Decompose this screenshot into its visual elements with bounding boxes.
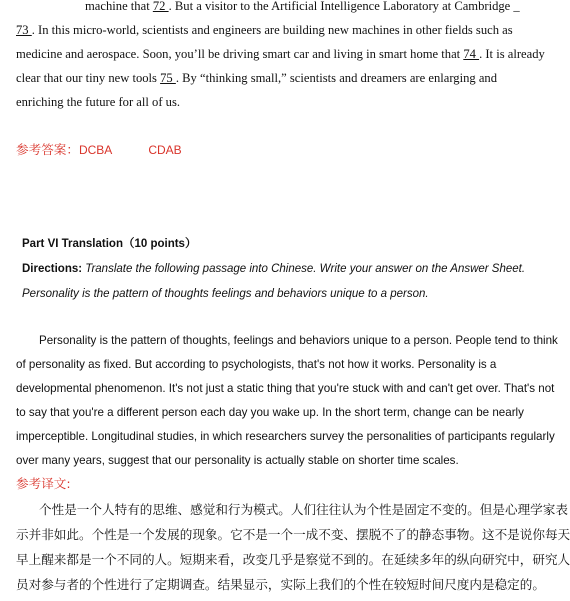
passage-en-line-5: imperceptible. Longitudinal studies, in which researchers survey the personalities of participants regularly	[16, 430, 555, 443]
answer-key-part2: CDAB	[148, 143, 182, 157]
reference-line-3: 早上醒来都是一个不同的人。短期来看，改变几乎是察觉不到的。在延续多年的纵向研究中，研究人	[16, 552, 570, 567]
passage-line-2: 73 . In this micro-world, scientists and engineers are building new machines in other fields such as	[16, 23, 513, 37]
passage-en-line-6: over many years, suggest that our personality is actually stable on shorter time scales.	[16, 454, 459, 467]
directions	[22, 261, 525, 277]
passage-en-line-4: to say that you're a different person each day you wake up. In the short term, change can be nearly	[16, 406, 524, 419]
passage-line-1: machine that 72 . But a visitor to the Artificial Intelligence Laboratory at Cambridge _	[85, 0, 520, 13]
passage-en-line-2: of personality as fixed. But according to psychologists, that's not how it works. Personality is a	[16, 358, 497, 371]
reference-line-2: 示并非如此。个性是一个发展的现象。它不是一个一成不变、摆脱不了的静态事物。这不是说你每天	[16, 527, 570, 542]
directions-label: Directions:	[22, 263, 83, 275]
reference-label: 参考译文:	[16, 476, 71, 491]
blank-72: 72	[152, 0, 169, 13]
reference-line-1: 个性是一个人特有的思维、感觉和行为模式。人们往往认为个性是固定不变的。但是心理学家表	[39, 502, 568, 517]
blank-75: 75	[160, 71, 176, 85]
passage-line-4: clear that our tiny new tools 75 . By “thinking small,” scientists and dreamers are enlarging and	[16, 71, 498, 85]
answer-key-label: 参考答案：	[16, 142, 79, 157]
blank-73: 73	[16, 23, 32, 37]
passage-line-3: medicine and aerospace. Soon, you’ll be driving smart car and living in smart home that 74 . It is already	[16, 47, 545, 61]
section-heading: Part VI Translation（10 points）	[22, 238, 197, 250]
reference-line-4: 员对参与者的个性进行了定期调查。结果显示，实际上我们的个性在较短时间尺度内是稳定的。	[16, 577, 545, 592]
passage-line-5: enriching the future for all of us.	[16, 95, 181, 109]
passage-en-line-1: Personality is the pattern of thoughts, feelings and behaviors unique to a person. People tend to think	[39, 334, 558, 347]
answer-key	[16, 142, 182, 158]
blank-74: 74	[463, 47, 480, 61]
directions-text: Translate the following passage into Chinese. Write your answer on the Answer Sheet.	[82, 263, 526, 275]
directions-line-2: Personality is the pattern of thoughts feelings and behaviors unique to a person.	[22, 288, 429, 300]
answer-key-part1: DCBA	[78, 143, 113, 157]
passage-en-line-3: developmental phenomenon. It's not just a static thing that you're stuck with and can't get over. That's not	[16, 382, 555, 395]
